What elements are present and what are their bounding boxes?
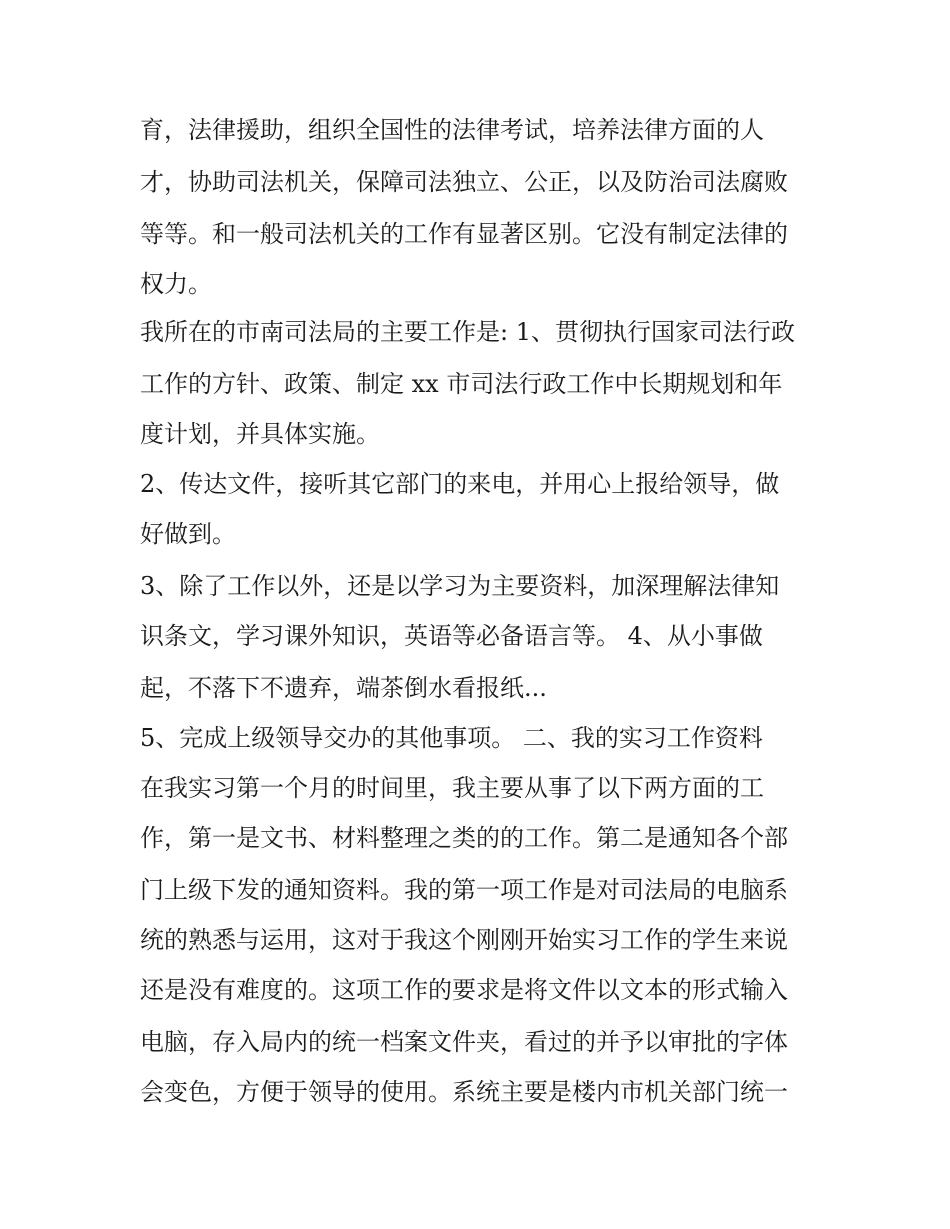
text-line: 识条文，学习课外知识，英语等必备语言等。 4、从小事做 [140,622,763,650]
text-line: 2、传达文件，接听其它部门的来电，并用心上报给领导，做 [140,470,780,498]
text-line: 权力。 [140,270,212,298]
text-line: 工作的方针、政策、制定 xx 市司法行政工作中长期规划和年 [140,370,783,398]
text-line: 育，法律援助，组织全国性的法律考试，培养法律方面的人 [140,116,764,144]
text-line: 统的熟悉与运用，这对于我这个刚刚开始实习工作的学生来说 [140,926,788,954]
text-line: 才，协助司法机关，保障司法独立、公正，以及防治司法腐败 [140,168,788,196]
text-line: 起，不落下不遗弃，端茶倒水看报纸... [140,674,547,702]
text-line: 电脑，存入局内的统一档案文件夹，看过的并予以审批的字体 [140,1028,788,1056]
text-line: 还是没有难度的。这项工作的要求是将文件以文本的形式输入 [140,976,788,1004]
text-line: 等等。和一般司法机关的工作有显著区别。它没有制定法律的 [140,220,788,248]
text-line: 5、完成上级领导交办的其他事项。 二、我的实习工作资料 [140,724,763,752]
text-line: 会变色，方便于领导的使用。系统主要是楼内市机关部门统一 [140,1078,788,1106]
text-line: 门上级下发的通知资料。我的第一项工作是对司法局的电脑系 [140,876,788,904]
text-line: 3、除了工作以外，还是以学习为主要资料，加深理解法律知 [140,572,780,600]
text-line: 我所在的市南司法局的主要工作是: 1、贯彻执行国家司法行政 [140,318,795,346]
text-line: 在我实习第一个月的时间里，我主要从事了以下两方面的工 [140,774,764,802]
text-line: 作，第一是文书、材料整理之类的的工作。第二是通知各个部 [140,824,788,852]
text-line: 度计划，并具体实施。 [140,420,380,448]
text-line: 好做到。 [140,520,236,548]
